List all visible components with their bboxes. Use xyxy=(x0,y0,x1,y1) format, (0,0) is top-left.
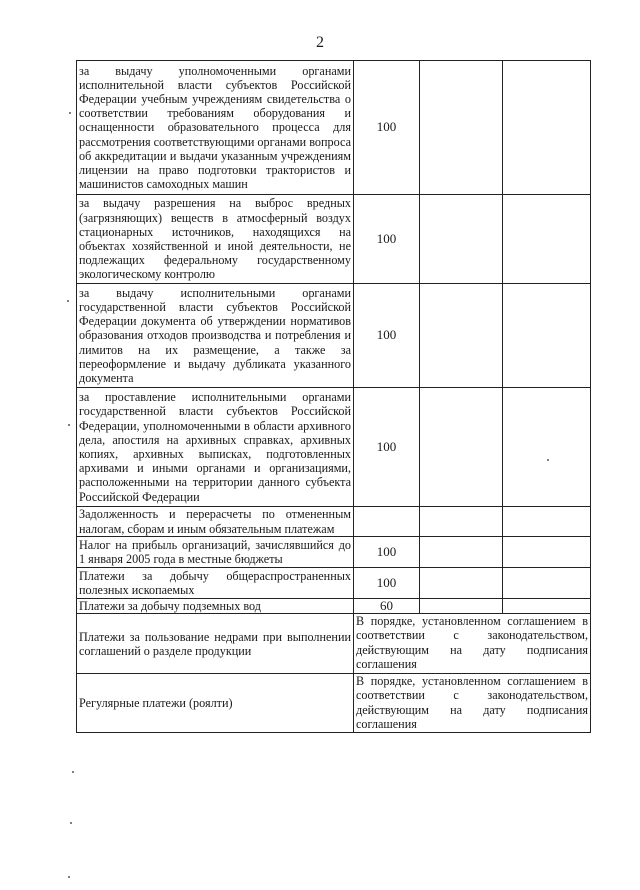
table-row xyxy=(77,568,591,599)
row-name-cell: за выдачу исполнительными органами государственной власти субъектов Российской Федерации документа об утверждении нормативов образования отходов производства и потребления и лимитов на их размещение, а также за переоформление и выдачу дубликата указанного документа xyxy=(77,284,354,388)
empty-cell xyxy=(420,537,503,568)
table-row xyxy=(77,388,591,507)
empty-cell xyxy=(503,284,591,388)
scan-speck xyxy=(68,424,70,426)
empty-cell xyxy=(503,61,591,195)
table-row xyxy=(77,284,591,388)
merged-note-cell: В порядке, установленном соглашением в соответствии с законодательством, действующим на дату подписания соглашения xyxy=(354,614,591,674)
empty-cell xyxy=(420,284,503,388)
empty-cell xyxy=(420,568,503,599)
scan-speck xyxy=(70,822,72,824)
scan-speck xyxy=(67,300,69,302)
row-name-cell: Налог на прибыль организаций, зачислявшийся до 1 января 2005 года в местные бюджеты xyxy=(77,537,354,568)
empty-cell xyxy=(420,61,503,195)
empty-cell xyxy=(503,195,591,284)
table-row xyxy=(77,537,591,568)
scan-speck xyxy=(68,876,70,878)
table-row xyxy=(77,614,591,674)
row-name-cell: Платежи за пользование недрами при выполнении соглашений о разделе продукции xyxy=(77,614,354,674)
scan-speck xyxy=(69,112,71,114)
empty-cell xyxy=(503,568,591,599)
row-name-cell: Задолженность и перерасчеты по отмененным налогам, сборам и иным обязательным платежам xyxy=(77,507,354,537)
row-norm-cell: 100 xyxy=(354,537,420,568)
scan-speck xyxy=(72,771,74,773)
table-row xyxy=(77,674,591,733)
row-norm-cell: 60 xyxy=(354,599,420,614)
empty-cell xyxy=(503,599,591,614)
page-number: 2 xyxy=(316,34,324,51)
table-row xyxy=(77,195,591,284)
row-name-cell: Платежи за добычу общераспространенных полезных ископаемых xyxy=(77,568,354,599)
empty-cell xyxy=(420,507,503,537)
row-name-cell: за выдачу уполномоченными органами исполнительной власти субъектов Российской Федерации учебным учреждениям свидетельства о соответствии требованиям оборудования и оснащенности образовательного процесса для рассмотрения соответствующими органами вопроса об аккредитации и выдачи указанным учреждениям лицензии на право подготовки трактористов и машинистов самоходных машин xyxy=(77,61,354,195)
row-name-cell: за проставление исполнительными органами государственной власти субъектов Российской Федерации, уполномоченными в области архивного дела, апостиля на архивных справках, архивных копиях, архивных выписках, подготовленных архивами и иными органами и организациями, расположенными на территории данного субъекта Российской Федерации xyxy=(77,388,354,507)
row-norm-cell: 100 xyxy=(354,61,420,195)
empty-cell xyxy=(503,507,591,537)
row-norm-cell: 100 xyxy=(354,195,420,284)
table-row xyxy=(77,507,591,537)
row-norm-cell: 100 xyxy=(354,568,420,599)
empty-cell xyxy=(503,388,591,507)
table-row xyxy=(77,599,591,614)
empty-cell xyxy=(420,195,503,284)
merged-note-cell: В порядке, установленном соглашением в соответствии с законодательством, действующим на дату подписания соглашения xyxy=(354,674,591,733)
row-name-cell: Платежи за добычу подземных вод xyxy=(77,599,354,614)
row-norm-cell: 100 xyxy=(354,284,420,388)
table-row xyxy=(77,61,591,195)
row-norm-cell: 100 xyxy=(354,388,420,507)
row-name-cell: за выдачу разрешения на выброс вредных (загрязняющих) веществ в атмосферный воздух стационарных источников, находящихся на объектах хозяйственной и иной деятельности, не подлежащих федеральному государственному экологическому контролю xyxy=(77,195,354,284)
revenue-norms-table xyxy=(76,60,591,733)
row-name-cell: Регулярные платежи (роялти) xyxy=(77,674,354,733)
scan-speck xyxy=(547,459,549,461)
row-norm-cell xyxy=(354,507,420,537)
empty-cell xyxy=(420,599,503,614)
empty-cell xyxy=(420,388,503,507)
empty-cell xyxy=(503,537,591,568)
